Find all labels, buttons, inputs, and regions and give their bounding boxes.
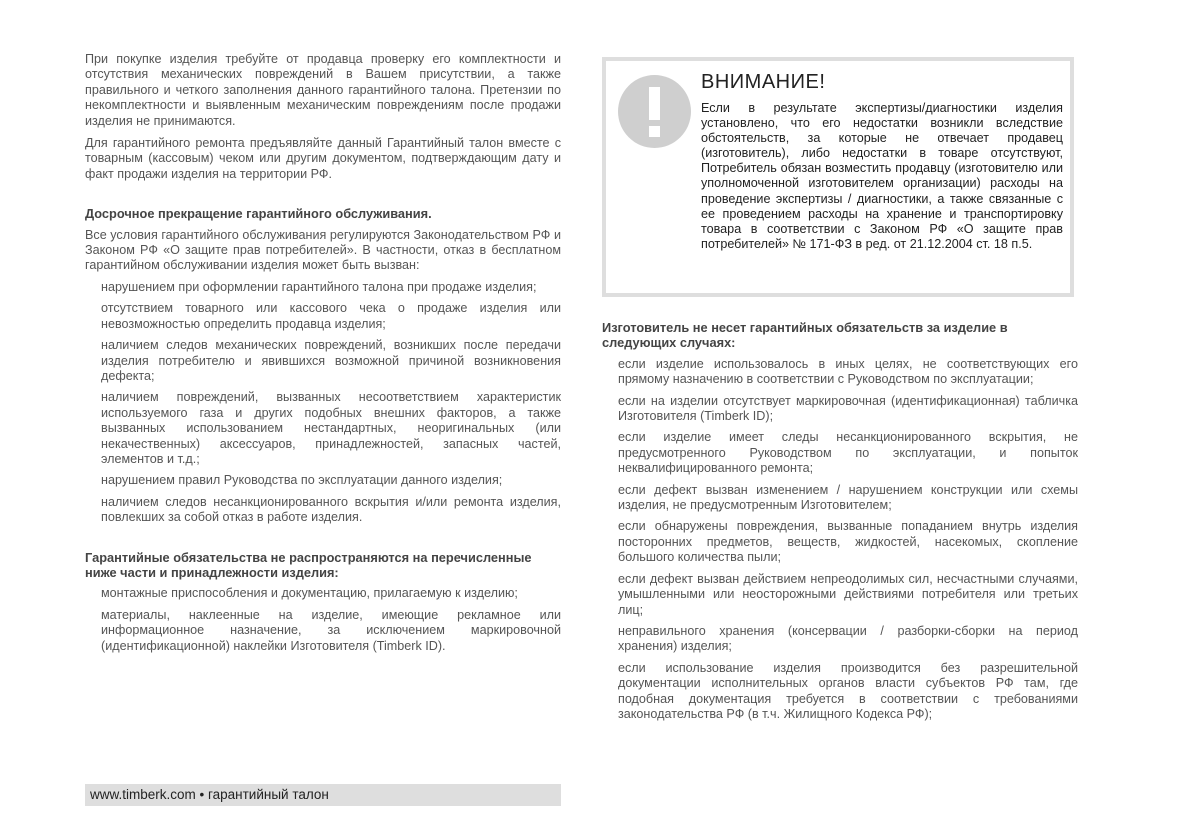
list-item: если обнаружены повреждения, вызванные попаданием внутрь изделия посторонних предметов, веществ, жидкостей, насекомых, скопление большого количества пыли; xyxy=(618,519,1078,565)
list-item: нарушением при оформлении гарантийного талона при продаже изделия; xyxy=(101,279,537,294)
list-item: если на изделии отсутствует маркировочная (идентификационная) табличка Изготовителя (Timberk ID); xyxy=(618,393,1078,424)
list-item: если изделие имеет следы несанкционированного вскрытия, не предусмотренного Руководством по эксплуатации, и попыток неквалифицированного ремонта; xyxy=(618,430,1078,476)
section-lead: Все условия гарантийного обслуживания регулируются Законодательством РФ и Законом РФ «О защите прав потребителей». В частности, отказ в бесплатном гарантийном обслуживании изделия может быть вызван: xyxy=(85,227,561,273)
list-item: нарушением правил Руководства по эксплуатации данного изделия; xyxy=(101,473,503,488)
list-item: монтажные приспособления и документацию, прилагаемую к изделию; xyxy=(101,586,518,601)
list-item: наличием следов несанкционированного вскрытия и/или ремонта изделия, повлекших за собой отказ в работе изделия. xyxy=(101,494,561,525)
list-item: наличием повреждений, вызванных несоответствием характеристик используемого газа и других подобных внешних факторов, а также вызванных использованием нестандартных, неоригинальных (или некачественных) аксессуаров, принадлежностей, запасных частей, элементов и т.д.; xyxy=(101,390,561,466)
list-item: если изделие использовалось в иных целях, не соответствующих его прямому назначению в соответствии с Руководством по эксплуатации; xyxy=(618,356,1078,387)
footer-bar: www.timberk.com • гарантийный талон xyxy=(85,784,561,806)
exclamation-icon xyxy=(618,75,691,148)
left-column xyxy=(85,52,561,660)
intro-paragraph: Для гарантийного ремонта предъявляйте данный Гарантийный талон вместе с товарным (кассовым) чеком или другим документом, подтверждающим дату и факт продажи изделия на территории РФ. xyxy=(85,136,561,181)
termination-reasons-list xyxy=(85,280,561,526)
section-heading-exclusions: Гарантийные обязательства не распространяются на перечисленные ниже части и принадлежности изделия: xyxy=(85,549,532,580)
warning-text: Если в результате экспертизы/диагностики изделия установлено, что его недостатки возникли вследствие обстоятельств, за которые не отвечает продавец (изготовитель), либо недостатки в товаре отсутствуют, Потребитель обязан возместить продавцу (изготовителю или уполномоченной изготовителем организации) расходы на проведение экспертизы / диагностики, а также связанные с ее проведением расходы на хранение и транспортировку товара в соответствии с Законом РФ «О защите прав потребителей» № 171-ФЗ в ред. от 21.12.2004 ст. 18 п.5. xyxy=(701,101,1063,251)
list-item: отсутствием товарного или кассового чека о продаже изделия или невозможностью определить продавца изделия; xyxy=(101,301,561,331)
exclusions-list xyxy=(85,586,561,654)
warning-box xyxy=(602,57,1074,297)
intro xyxy=(85,52,561,182)
right-column xyxy=(602,320,1078,728)
section-heading-early-termination: Досрочное прекращение гарантийного обслуживания. xyxy=(85,206,432,222)
list-item: если дефект вызван изменением / нарушением конструкции или схемы изделия, не предусмотренным Изготовителем; xyxy=(618,482,1078,513)
intro-paragraph: При покупке изделия требуйте от продавца проверку его комплектности и отсутствия механических повреждений в Вашем присутствии, а также правильного и четкого заполнения данного гарантийного талона. Претензии по некомплектности и выявленным механическим повреждениям после продажи изделия не принимаются. xyxy=(85,52,561,128)
list-item: если дефект вызван действием непреодолимых сил, несчастными случаями, умышленными или неосторожными действиями потребителя или третьих лиц; xyxy=(618,571,1078,617)
not-liable-cases-list xyxy=(602,357,1078,723)
list-item: материалы, наклеенные на изделие, имеющие рекламное или информационное назначение, за исключением маркировочной (идентификационной) наклейки Изготовителя (Timberk ID). xyxy=(101,607,561,653)
list-item: наличием следов механических повреждений, возникших после передачи изделия потребителю и явившихся возможной причиной возникновения дефекта; xyxy=(101,338,561,383)
list-item: неправильного хранения (консервации / разборки-сборки на период хранения) изделия; xyxy=(618,623,1078,654)
list-item: если использование изделия производится без разрешительной документации исполнительных органов власти субъектов РФ там, где подобная документация требуется в соответствии с требованиями законодательства РФ (в т.ч. Жилищного Кодекса РФ); xyxy=(618,660,1078,721)
warning-title: ВНИМАНИЕ! xyxy=(701,71,826,93)
section-heading-manufacturer-not-liable: Изготовитель не несет гарантийных обязательств за изделие в следующих случаях: xyxy=(602,320,1008,351)
